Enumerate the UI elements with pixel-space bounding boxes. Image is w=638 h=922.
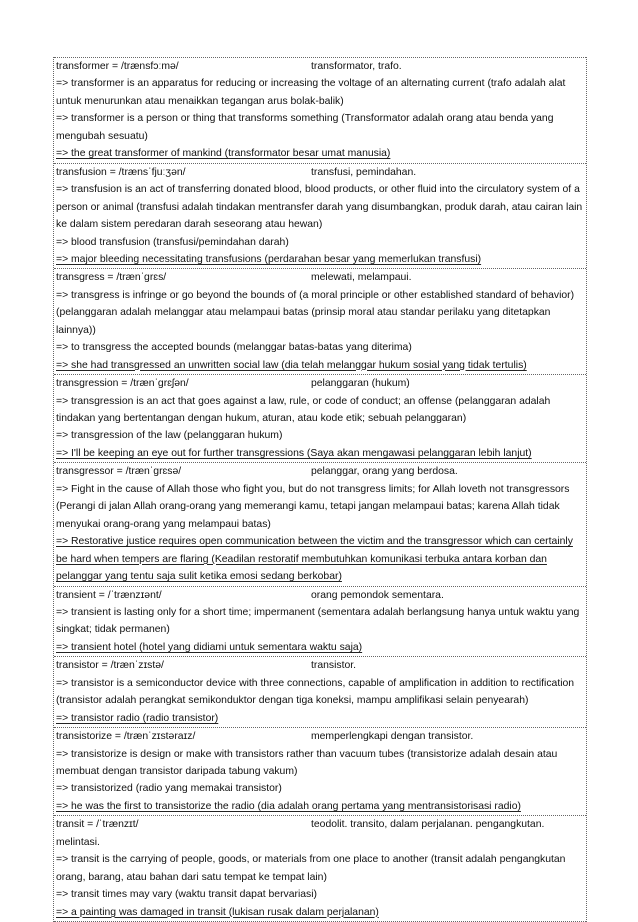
- dictionary-entry-transformer: [54, 57, 586, 163]
- entry-headline: [56, 269, 584, 286]
- example-line: => transistorize is design or make with transistors rather than vacuum tubes (transistorize adalah desain atau membuat dengan transistor daripada tabung vakum): [56, 748, 558, 777]
- entry-headword: transgress = /trænˈɡrɛs/: [56, 272, 167, 284]
- entry-headword: transfusion = /trænsˈfjuːʒən/: [56, 166, 186, 178]
- entry-headline: [56, 375, 584, 392]
- example-line: => transistor is a semiconductor device with three connections, capable of amplification in addition to rectification (transistor adalah perangkat semikonduktor dengan tiga koneksi, mampu amplifikasi selain penyearah): [56, 677, 575, 707]
- entry-headline: [56, 58, 584, 75]
- dictionary-entry-transient: [54, 586, 586, 657]
- entry-headline: [56, 728, 584, 745]
- dictionary-entry-transfusion: [54, 163, 586, 269]
- dictionary-page: [53, 57, 587, 922]
- example-line: => major bleeding necessitating transfusions (perdarahan besar yang memerlukan transfusi): [56, 253, 482, 265]
- example-line: => transgression is an act that goes against a law, rule, or code of conduct; an offense (pelanggaran adalah tindakan yang bertentangan dengan hukum, aturan, atau kode etik; sebuah pelanggaran): [56, 395, 551, 424]
- dictionary-entry-transistorize: [54, 727, 586, 815]
- entry-headline: [56, 816, 584, 833]
- example-line: => Restorative justice requires open communication between the victim and the transgressor which can certainly be hard when tempers are flaring (Keadilan restoratif membutuhkan komunikasi terbuka antara korban dan pelanggar yang tentu saja sulit ketika emosi sedang berkobar): [56, 536, 573, 583]
- entry-headword: transgressor = /trænˈɡrɛsə/: [56, 466, 182, 478]
- translation-continuation: melintasi.: [56, 836, 100, 848]
- example-line: => transgression of the law (pelanggaran hukum): [56, 430, 283, 442]
- example-line: => transgress is infringe or go beyond the bounds of (a moral principle or other established standard of behavior) (pelanggaran adalah melanggar atau melampaui batas (prinsip moral atau standar perilaku yang ditetapkan lainnya)): [56, 289, 575, 336]
- entry-translation: transformator, trafo.: [311, 61, 402, 72]
- entry-headline: [56, 164, 584, 181]
- entry-headword: transistor = /trænˈzɪstə/: [56, 660, 164, 672]
- example-line: => I'll be keeping an eye out for further transgressions (Saya akan mengawasi pelanggaran lebih lanjut): [56, 447, 532, 459]
- entry-translation: orang pemondok sementara.: [311, 589, 444, 601]
- example-line: => to transgress the accepted bounds (melanggar batas-batas yang diterima): [56, 342, 412, 354]
- entry-headword: transformer = /trænsfɔːmə/: [56, 61, 179, 72]
- entry-translation: transfusi, pemindahan.: [311, 166, 417, 178]
- example-line: => he was the first to transistorize the radio (dia adalah orang pertama yang mentransistorisasi radio): [56, 800, 521, 812]
- example-line: => transistorized (radio yang memakai transistor): [56, 783, 282, 795]
- example-line: => the great transformer of mankind (transformator besar umat manusia): [56, 148, 391, 160]
- example-line: => transformer is an apparatus for reducing or increasing the voltage of an alternating current (trafo adalah alat untuk menurunkan atau menaikkan tegangan arus bolak-balik): [56, 78, 566, 107]
- entry-translation: transistor.: [311, 660, 357, 672]
- example-line: => Fight in the cause of Allah those who fight you, but do not transgress limits; for Allah loveth not transgressors (Perangi di jalan Allah orang-orang yang memerangi kamu, tetapi jangan melampaui batas; karena Allah tidak menyukai orang-orang yang melampaui batas): [56, 483, 570, 530]
- example-line: => a painting was damaged in transit (lukisan rusak dalam perjalanan): [56, 906, 379, 918]
- example-line: => transit is the carrying of people, goods, or materials from one place to another (transit adalah pengangkutan orang, barang, atau bahan dari satu tempat ke tempat lain): [56, 854, 566, 883]
- entry-translation: memperlengkapi dengan transistor.: [311, 731, 474, 743]
- entry-headword: transistorize = /trænˈzɪstəraɪz/: [56, 731, 196, 743]
- entry-headword: transit = /ˈtrænzɪt/: [56, 819, 139, 831]
- dictionary-entry-transgressor: [54, 462, 586, 585]
- entry-translation: teodolit. transito, dalam perjalanan. pengangkutan.: [311, 819, 545, 831]
- dictionary-entry-transgression: [54, 374, 586, 462]
- example-line: => she had transgressed an unwritten social law (dia telah melanggar hukum sosial yang tidak tertulis): [56, 359, 527, 371]
- entry-headword: transgression = /trænˈɡrɛʃən/: [56, 378, 189, 390]
- dictionary-entry-transistor: [54, 656, 586, 727]
- entry-translation: melewati, melampaui.: [311, 272, 412, 284]
- entry-headline: [56, 587, 584, 604]
- example-line: => transformer is a person or thing that transforms something (Transformator adalah orang atau benda yang mengubah sesuatu): [56, 113, 554, 142]
- dictionary-entry-transit: [54, 815, 586, 922]
- entry-headword: transient = /ˈtrænzɪənt/: [56, 589, 162, 601]
- example-line: => transient hotel (hotel yang didiami untuk sementara waktu saja): [56, 641, 363, 653]
- example-line: => transistor radio (radio transistor): [56, 712, 219, 724]
- entry-headline: [56, 657, 584, 674]
- example-line: => transit times may vary (waktu transit dapat bervariasi): [56, 889, 318, 901]
- entry-translation: pelanggar, orang yang berdosa.: [311, 466, 458, 478]
- entry-headline: [56, 463, 584, 480]
- example-line: => transfusion is an act of transferring donated blood, blood products, or other fluid into the circulatory system of a person or animal (transfusi adalah tindakan mentransfer darah yang disumbangkan, produk darah, atau cairan lain ke dalam sistem peredaran darah seseorang atau hewan): [56, 184, 583, 231]
- example-line: => transient is lasting only for a short time; impermanent (sementara adalah berlangsung hanya untuk waktu yang singkat; tidak permanen): [56, 606, 580, 636]
- dictionary-entry-transgress: [54, 268, 586, 374]
- example-line: => blood transfusion (transfusi/pemindahan darah): [56, 236, 289, 248]
- entry-translation: pelanggaran (hukum): [311, 378, 410, 390]
